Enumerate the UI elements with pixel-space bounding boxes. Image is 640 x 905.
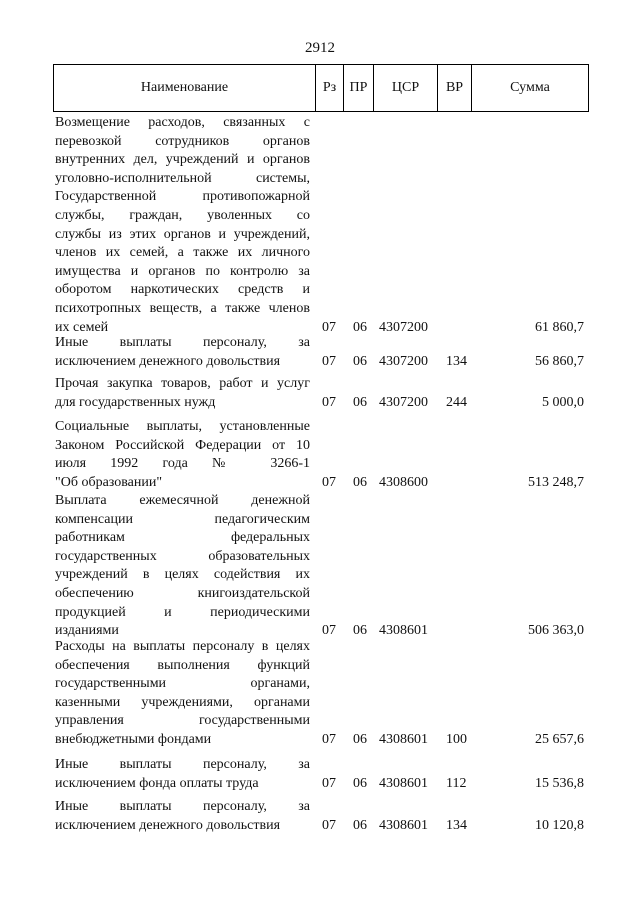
header-name: Наименование [53,65,315,111]
row-pr: 06 [353,353,367,369]
row-csr: 4308601 [379,732,428,747]
row-csr: 4307200 [379,394,428,410]
row-name-line: Государственной противопожарной [55,189,310,205]
row-rz: 07 [322,623,336,639]
row-name-line: уголовно-исполнительной системы, [55,170,310,186]
row-name-line: имущества и органов по контролю за [55,263,310,279]
row-name-line: компенсации педагогическим [55,511,310,527]
row-rz: 07 [322,474,336,490]
header-pr: ПР [343,65,373,111]
row-name-line: учреждений в целях содействия их [55,567,310,583]
row-rz: 07 [322,394,336,410]
row-rz: 07 [322,817,336,833]
row-vr: 244 [446,394,467,410]
row-csr: 4308601 [379,775,428,791]
row-sum: 5 000,0 [542,394,584,410]
row-pr: 06 [353,623,367,639]
row-sum: 61 860,7 [535,319,584,335]
row-pr: 06 [353,474,367,490]
row-name-line: Прочая закупка товаров, работ и услуг [55,376,310,391]
row-csr: 4307200 [379,353,428,369]
row-vr: 134 [446,353,467,369]
row-name-line: изданиями [55,623,119,639]
table-header [53,64,589,112]
row-name-line: продукцией и периодическими [55,604,310,620]
row-sum: 10 120,8 [535,817,584,833]
row-name-line: работникам федеральных [55,530,310,546]
row-name-line: Иные выплаты персоналу, за [55,757,310,772]
row-name-line: внебюджетными фондами [55,731,212,747]
row-rz: 07 [322,319,336,335]
header-rz: Рз [315,65,343,111]
row-name-line: "Об образовании" [55,474,163,490]
row-name [55,114,310,337]
row-rz: 07 [322,775,336,791]
page-number: 2912 [305,40,335,56]
header-sum: Сумма [471,65,589,111]
row-csr: 4308601 [379,623,428,639]
row-pr: 06 [353,394,367,410]
row-name-line: исключением денежного довольствия [55,353,281,369]
row-name-line: обеспечения выполнения функций [55,657,310,673]
row-pr: 06 [353,775,367,791]
row-name-line: Иные выплаты персоналу, за [55,799,310,814]
row-name [55,798,310,835]
row-name-line: службы из этих органов и учреждений, [55,226,310,242]
header-vr: ВР [437,65,471,111]
row-name-line: исключением фонда оплаты труда [55,775,259,791]
row-name-line: службы, граждан, уволенных со [55,207,310,223]
row-pr: 06 [353,319,367,335]
row-sum: 56 860,7 [535,353,584,369]
row-pr: 06 [353,817,367,833]
row-name-line: Социальные выплаты, установленные [55,419,310,434]
row-name-line: казенными учреждениями, органами [55,694,310,710]
row-name-line: государственных образовательных [55,548,310,564]
row-name-line: Расходы на выплаты персоналу в целях [55,639,310,654]
row-name-line: обеспечению книгоиздательской [55,585,310,601]
row-name-line: Иные выплаты персоналу, за [55,335,310,350]
row-name [55,638,310,750]
row-name [55,492,310,641]
row-name-line: Выплата ежемесячной денежной [55,493,310,508]
row-name-line: для государственных нужд [55,394,216,410]
row-pr: 06 [353,732,367,747]
row-name-line: перевозкой сотрудников органов [55,133,310,149]
row-name-line: внутренних дел, учреждений и органов [55,152,310,168]
row-name [55,334,310,371]
row-name [55,418,310,492]
row-name [55,375,310,412]
row-name-line: членов их семей, а также их личного [55,245,310,261]
row-name-line: управления государственными [55,713,310,729]
row-sum: 506 363,0 [528,623,584,639]
row-vr: 112 [446,775,467,791]
row-sum: 513 248,7 [528,474,584,490]
row-name-line: июля 1992 года № 3266-1 [55,456,310,472]
row-name-line: психотропных веществ, а также членов [55,300,310,316]
row-name-line: Законом Российской Федерации от 10 [55,437,310,453]
row-name-line: оборотом наркотических средств и [55,282,310,298]
row-csr: 4307200 [379,319,428,335]
row-name-line: государственными органами, [55,676,310,692]
row-rz: 07 [322,353,336,369]
row-vr: 134 [446,817,467,833]
row-rz: 07 [322,732,336,747]
header-csr: ЦСР [373,65,437,111]
row-sum: 15 536,8 [535,775,584,791]
row-name-line: исключением денежного довольствия [55,817,281,833]
row-vr: 100 [446,732,467,747]
row-csr: 4308601 [379,817,428,833]
row-csr: 4308600 [379,474,428,490]
row-name-line: их семей [55,319,109,335]
row-name [55,756,310,793]
row-sum: 25 657,6 [535,732,584,747]
row-name-line: Возмещение расходов, связанных с [55,115,310,130]
